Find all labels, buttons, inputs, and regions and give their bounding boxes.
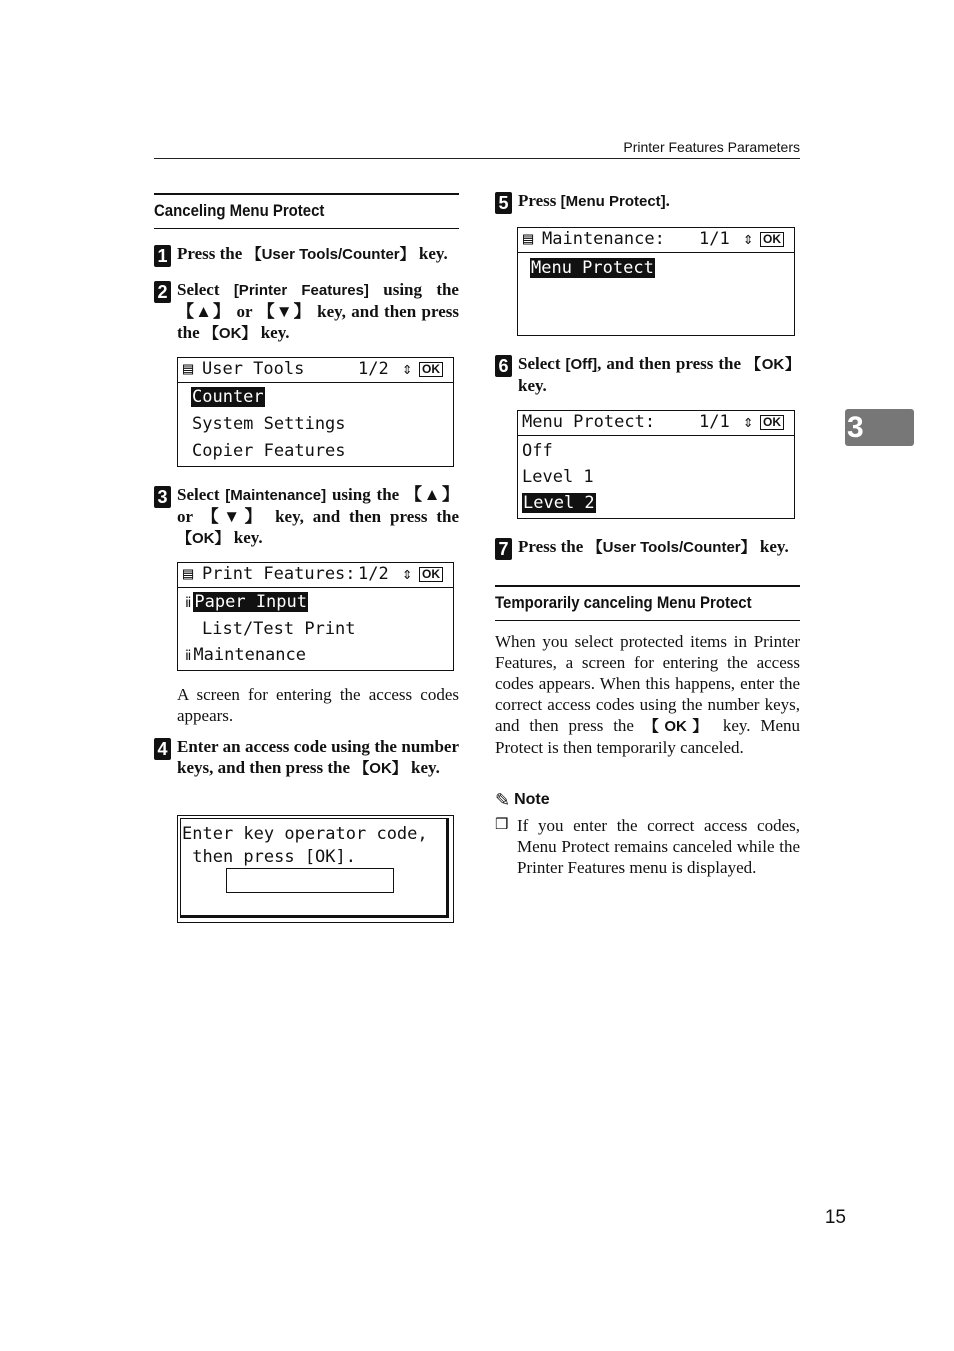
lcd-access-code [177, 815, 454, 923]
access-code-input[interactable] [226, 868, 394, 893]
lcd-row: Enter key operator code, [182, 824, 428, 844]
text: Press [518, 191, 561, 210]
text: Level 2 [523, 493, 595, 513]
lcd-row: Level 1 [522, 467, 594, 487]
lcd-row: then press [OK]. [182, 847, 356, 867]
lcd-header [178, 358, 453, 383]
page-number: 15 [824, 1207, 846, 1228]
key-icon: ⅱ [185, 595, 192, 611]
step-5 [495, 190, 800, 214]
lcd-menu-protect [517, 410, 795, 519]
menu-icon: ▤ [523, 229, 534, 249]
up-down-icon: ⇕ [402, 564, 413, 584]
section-rule-top [154, 193, 459, 195]
chapter-tab: 3 [845, 409, 914, 446]
up-down-icon: ⇕ [743, 229, 754, 249]
text: key. [755, 537, 789, 556]
item-label: [Printer Features] [233, 282, 369, 299]
key-label: 【OK】 [354, 760, 407, 777]
lcd-header [518, 411, 794, 436]
lcd-row-selected [185, 591, 308, 613]
menu-icon: ▤ [183, 564, 194, 584]
text: Select [518, 354, 566, 373]
text: key. [256, 323, 290, 342]
step-text [171, 243, 448, 265]
up-down-icon: ⇕ [402, 359, 413, 379]
step-text [171, 484, 459, 549]
step-text [171, 736, 459, 779]
lcd-row: Copier Features [192, 441, 346, 461]
text: . [665, 191, 670, 210]
ok-icon: OK [419, 362, 443, 377]
text: Select [177, 280, 234, 299]
lcd-row-selected [530, 257, 655, 279]
key-label: 【User Tools/Counter】 [587, 539, 756, 556]
lcd-title: Maintenance: [542, 229, 665, 249]
key-label: 【OK】 [203, 325, 257, 342]
text: key. [518, 376, 547, 395]
item-label: [Maintenance] [225, 487, 327, 504]
key-label: 【OK】 [643, 718, 713, 735]
text: , and then press the [597, 354, 746, 373]
section-title: Temporarily canceling Menu Protect [495, 593, 752, 612]
checkbox-icon: ❒ [495, 817, 509, 833]
up-down-icon: ⇕ [743, 412, 754, 432]
step-number: 7 [495, 538, 512, 560]
step-4 [154, 736, 459, 779]
section-rule-bottom [154, 228, 459, 229]
header-rule [154, 158, 800, 159]
text: key. [229, 528, 263, 547]
text: using the 【▲】 or 【▼】 key, and then press the [177, 485, 459, 526]
lcd-title: Print Features: [202, 564, 356, 584]
lcd-title: Menu Protect: [522, 412, 656, 432]
text: Press the [518, 537, 588, 556]
text: Maintenance [193, 645, 306, 665]
text: key. [414, 244, 448, 263]
note-item [495, 815, 800, 878]
text: Paper Input [194, 592, 307, 612]
running-header: Printer Features Parameters [623, 139, 800, 155]
lcd-row: Off [522, 441, 553, 461]
paragraph [495, 631, 800, 758]
lcd-user-tools [177, 357, 454, 467]
lcd-row: List/Test Print [202, 619, 356, 639]
section-title: Canceling Menu Protect [154, 201, 325, 220]
text: Enter an access code using the number keys, and then press the [177, 737, 459, 777]
lcd-row [185, 644, 306, 666]
step-number: 6 [495, 355, 512, 377]
step-text [512, 353, 800, 396]
lcd-header [518, 228, 794, 253]
paragraph: A screen for entering the access codes appears. [177, 685, 459, 725]
step-number: 4 [154, 738, 171, 760]
lcd-title: User Tools [202, 359, 305, 379]
section-rule-bottom [495, 620, 800, 621]
key-label: 【OK】 [746, 356, 800, 373]
item-label: [Menu Protect] [560, 193, 666, 210]
lcd-page: 1/2 [358, 564, 389, 584]
lcd-row-selected [191, 386, 265, 408]
lcd-print-features [177, 562, 454, 671]
text: using the 【▲】 or 【▼】 key, and then press the [177, 280, 459, 342]
step-2 [154, 279, 459, 344]
step-text [512, 190, 670, 212]
text: Menu Protect [531, 258, 654, 278]
note-text: If you enter the correct access codes, Menu Protect remains canceled while the Printer Features menu is displayed. [517, 816, 800, 877]
step-1 [154, 243, 459, 267]
step-text [171, 279, 459, 344]
step-text [512, 536, 789, 558]
lcd-row-selected [522, 492, 596, 514]
text: Counter [192, 387, 264, 407]
text: key. Menu Protect is then temporarily canceled. [495, 716, 800, 757]
ok-icon: OK [419, 567, 443, 582]
pencil-icon: ✎ [495, 790, 511, 810]
note-label: Note [514, 791, 550, 808]
text: When you select protected items in Printer Features, a screen for entering the access codes appears. When this happens, enter the correct access codes using the number keys, and then press the [495, 632, 800, 735]
lcd-page: 1/1 [699, 412, 730, 432]
text: Select [177, 485, 226, 504]
lcd-row: System Settings [192, 414, 346, 434]
lcd-header [178, 563, 453, 588]
lcd-page: 1/2 [358, 359, 389, 379]
step-number: 3 [154, 486, 171, 508]
note-heading [495, 790, 550, 810]
step-7 [495, 536, 800, 560]
step-6 [495, 353, 800, 396]
text: Press the [177, 244, 247, 263]
ok-icon: OK [760, 232, 784, 247]
step-number: 2 [154, 281, 171, 303]
menu-icon: ▤ [183, 359, 194, 379]
lcd-page: 1/1 [699, 229, 730, 249]
step-number: 5 [495, 192, 512, 214]
item-label: [Off] [565, 356, 598, 373]
step-number: 1 [154, 245, 171, 267]
text: key. [406, 758, 440, 777]
key-label: 【User Tools/Counter】 [246, 246, 415, 263]
lcd-maintenance [517, 227, 795, 336]
key-icon: ⅱ [185, 648, 192, 664]
step-3 [154, 484, 459, 549]
section-rule-top [495, 585, 800, 587]
key-label: 【OK】 [177, 530, 230, 547]
ok-icon: OK [760, 415, 784, 430]
